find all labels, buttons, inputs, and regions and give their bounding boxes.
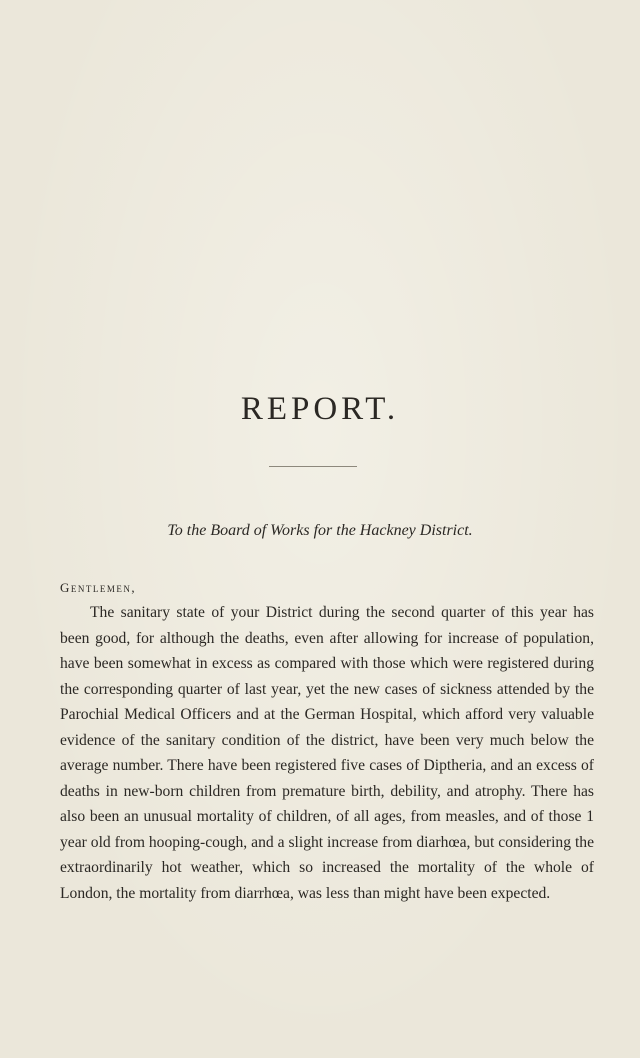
page-title: REPORT.	[240, 391, 400, 427]
salutation: Gentlemen,	[60, 580, 137, 595]
dedication-line: To the Board of Works for the Hackney District.	[167, 522, 473, 539]
bleed-through-texture	[62, 78, 582, 104]
report-paragraph: The sanitary state of your District during the second quarter of this year has been good, for although the deaths, even after allowing for increase of population, have been somewhat in excess as compared with those which were registered during the corresponding quarter of last year, yet the new cases of sickness attended by the Parochial Medical Officers and at the German Hospital, which afford very valuable evidence of the sanitary condition of the district, have been very much below the average number. There have been registered five cases of Diptheria, and an excess of deaths in new-born children from premature birth, debility, and atrophy. There has also been an unusual mortality of children, of all ages, from measles, and of those 1 year old from hooping-cough, and a slight increase from diarhœa, but considering the extraordinarily hot weather, which so increased the mortality of the whole of London, the mortality from diarrhœa, was less than might have been expected.	[60, 604, 594, 903]
report-body	[60, 600, 594, 907]
title-divider	[269, 466, 357, 467]
